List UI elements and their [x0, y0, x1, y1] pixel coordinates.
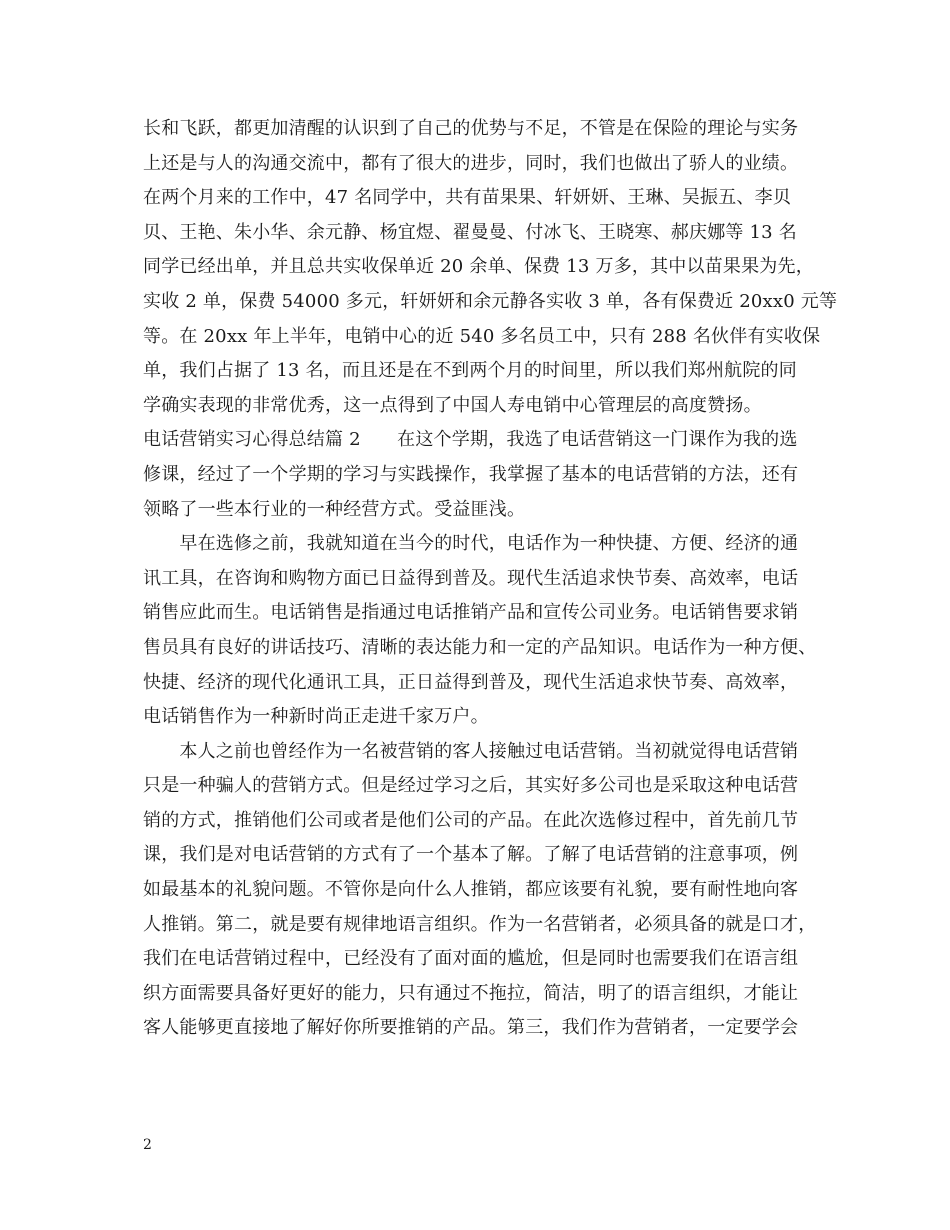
paragraph-start-line: 本人之前也曾经作为一名被营销的客人接触过电话营销。当初就觉得电话营销	[143, 740, 799, 762]
text-line: 销售应此而生。电话销售是指通过电话推销产品和宣传公司业务。电话销售要求销	[143, 602, 799, 624]
text-line: 人推销。第二，就是要有规律地语言组织。作为一名营销者，必须具备的就是口才，	[143, 913, 817, 935]
text-line: 领略了一些本行业的一种经营方式。受益匪浅。	[143, 498, 526, 520]
text-line: 售员具有良好的讲话技巧、清晰的表达能力和一定的产品知识。电话作为一种方便、	[143, 636, 817, 658]
text-line: 我们在电话营销过程中，已经没有了面对面的尴尬，但是同时也需要我们在语言组	[143, 948, 799, 970]
text-line: 同学已经出单，并且总共实收保单近 20 余单、保费 13 万多，其中以苗果果为先，	[143, 256, 814, 278]
page-number: 2	[143, 1137, 152, 1153]
paragraph-start-line: 早在选修之前，我就知道在当今的时代，电话作为一种快捷、方便、经济的通	[143, 533, 799, 555]
text-line: 贝、王艳、朱小华、余元静、杨宜煜、翟曼曼、付冰飞、王晓寒、郝庆娜等 13 名	[143, 221, 797, 243]
section-heading-line: 电话营销实习心得总结篇 2 在这个学期，我选了电话营销这一门课作为我的选	[143, 429, 798, 451]
text-line: 销的方式，推销他们公司或者是他们公司的产品。在此次选修过程中，首先前几节	[143, 809, 799, 831]
text-line: 在两个月来的工作中，47 名同学中，共有苗果果、轩妍妍、王琳、吴振五、李贝	[143, 187, 792, 209]
text-line: 客人能够更直接地了解好你所要推销的产品。第三，我们作为营销者，一定要学会	[143, 1017, 799, 1039]
text-line: 电话销售作为一种新时尚正走进千家万户。	[143, 706, 489, 728]
text-line: 修课，经过了一个学期的学习与实践操作，我掌握了基本的电话营销的方法，还有	[143, 463, 799, 485]
text-line: 如最基本的礼貌问题。不管你是向什么人推销，都应该要有礼貌，要有耐性地向客	[143, 879, 799, 901]
text-line: 讯工具，在咨询和购物方面已日益得到普及。现代生活追求快节奏、高效率，电话	[143, 567, 799, 589]
text-line: 课，我们是对电话营销的方式有了一个基本了解。了解了电话营销的注意事项，例	[143, 844, 799, 866]
text-line: 快捷、经济的现代化通讯工具，正日益得到普及，现代生活追求快节奏、高效率，	[143, 671, 799, 693]
body-text	[143, 112, 838, 1046]
text-line: 长和飞跃，都更加清醒的认识到了自己的优势与不足，不管是在保险的理论与实务	[143, 118, 799, 139]
text-line: 学确实表现的非常优秀，这一点得到了中国人寿电销中心管理层的高度赞扬。	[143, 394, 762, 416]
text-line: 只是一种骗人的营销方式。但是经过学习之后，其实好多公司也是采取这种电话营	[143, 775, 799, 797]
text-line: 单，我们占据了 13 名，而且还是在不到两个月的时间里，所以我们郑州航院的同	[143, 360, 797, 382]
text-line: 上还是与人的沟通交流中，都有了很大的进步，同时，我们也做出了骄人的业绩。	[143, 152, 799, 174]
text-line: 实收 2 单，保费 54000 多元，轩妍妍和余元静各实收 3 单，各有保费近 20xx0 元等	[143, 290, 838, 312]
text-line: 织方面需要具备好更好的能力，只有通过不拖拉，简洁，明了的语言组织，才能让	[143, 982, 799, 1004]
text-line: 等。在 20xx 年上半年，电销中心的近 540 多名员工中，只有 288 名伙伴有实收保	[143, 325, 821, 347]
